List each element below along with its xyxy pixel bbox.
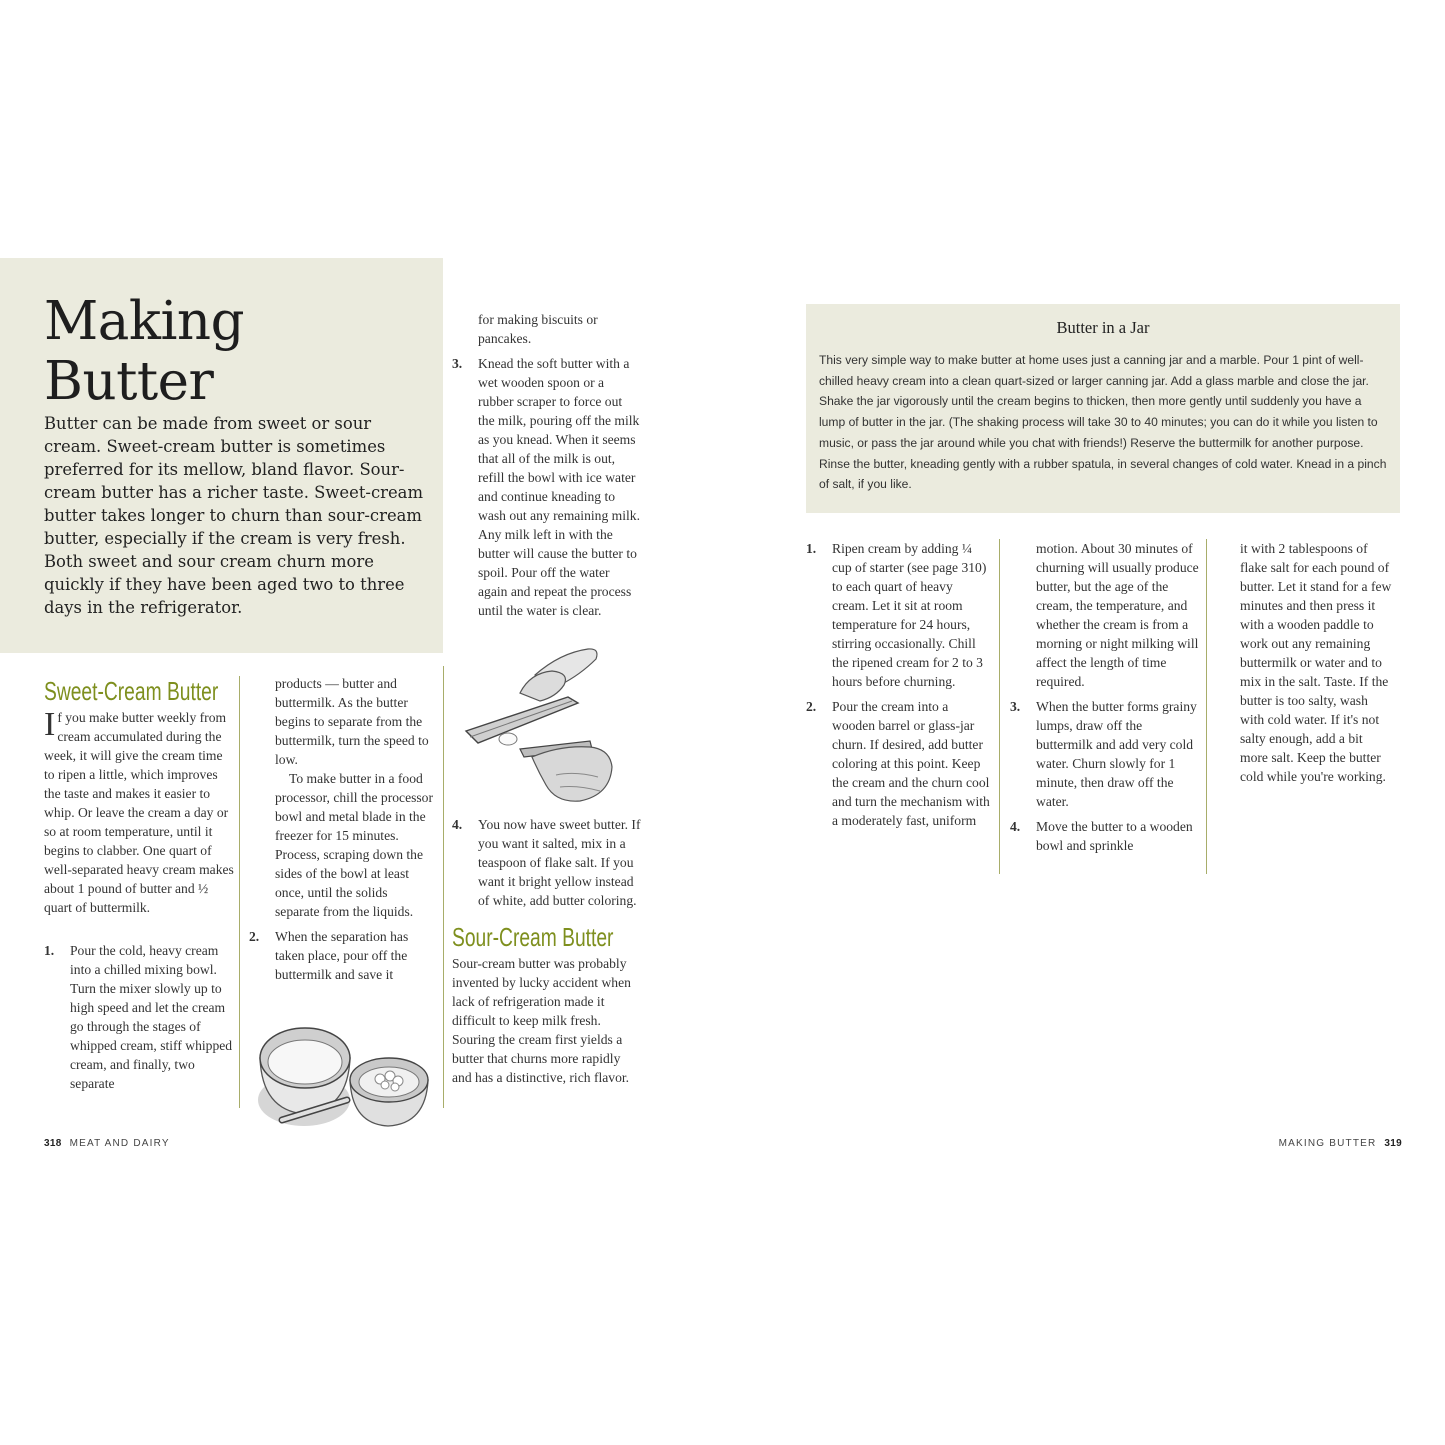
column-rule	[239, 676, 240, 1108]
step-text: When the butter forms grainy lumps, draw off the buttermilk and add very cold water. Churn slowly for 1 minute, then draw off the water.	[1036, 699, 1197, 809]
sidebar-title: Butter in a Jar	[1056, 318, 1150, 337]
column-rule	[443, 666, 444, 1108]
sour-step-2	[806, 697, 992, 830]
sweet-cream-column-3-lower	[452, 815, 642, 1087]
step-1-continued: products — butter and buttermilk. As the butter begins to separate from the buttermilk, turn the speed to low.	[275, 676, 429, 767]
running-head-left: MEAT AND DAIRY	[69, 1138, 170, 1149]
step-text: You now have sweet butter. If you want it salted, mix in a teaspoon of flake salt. If you want it bright yellow instead of white, add butter coloring.	[478, 817, 641, 908]
footer-right	[1279, 1138, 1402, 1149]
sidebar-text: This very simple way to make butter at home uses just a canning jar and a marble. Pour 1 pint of well-chilled heavy cream into a clean quart-sized or larger canning jar. Add a glass marble and close the jar. Shake the jar vigorously until the cream begins to thicken, then more gently until suddenly you have a lump of butter in the jar. (The shaking process will take 30 to 40 minutes; you can do it while you listen to music, or pass the jar around while you chat with friends!) Reserve the buttermilk for another purpose. Rinse the butter, kneading gently with a rubber spatula, in several changes of cold water. Knead in a pinch of salt, if you like.	[819, 353, 1387, 492]
step-number: 1.	[44, 943, 55, 958]
food-processor-paragraph: To make butter in a food processor, chill the processor bowl and metal blade in the freezer for 15 minutes. Process, scraping down the sides of the bowl at least once, until the solids separate from the liquids.	[275, 771, 434, 919]
step-text: Pour the cold, heavy cream into a chilled mixing bowl. Turn the mixer slowly up to high speed and let the cream go through the stages of whipped cream, stiff whipped cream, and finally, two separate	[70, 943, 233, 1091]
intro-paragraph: Butter can be made from sweet or sour cream. Sweet-cream butter is sometimes preferred for its mellow, bland flavor. Sour-cream butter has a richer taste. Sweet-cream butter takes longer to churn than sour-cream butter, especially if the cream is very fresh. Both sweet and sour cream churn more quickly if they have been aged two to three days in the refrigerator.	[44, 414, 423, 617]
page-number-right: 319	[1384, 1138, 1402, 1149]
step-number: 2.	[806, 699, 817, 714]
sweet-cream-paragraph-text: f you make butter weekly from cream accumulated during the week, it will give the cream time to ripen a little, which improves the taste and makes it easier to whip. Or leave the cream a day or so at room temperature, until it begins to clabber. One quart of well-separated heavy cream makes about 1 pound of butter and ½ quart of buttermilk.	[44, 710, 234, 915]
footer-left	[44, 1138, 170, 1149]
step-number: 1.	[806, 541, 817, 556]
sweet-cream-paragraph	[44, 708, 234, 917]
page-number-left: 318	[44, 1138, 62, 1149]
sweet-step-4	[452, 815, 642, 910]
sour-cream-paragraph: Sour-cream butter was probably invented by lucky accident when lack of refrigeration made it difficult to keep milk fresh. Souring the cream first yields a butter that churns more rapidly and has a distinctive, rich flavor.	[452, 956, 631, 1085]
column-rule	[1206, 539, 1207, 874]
step-number: 3.	[1010, 699, 1021, 714]
kneading-illustration	[460, 645, 635, 805]
sour-cream-column-3	[1214, 539, 1394, 786]
sweet-step-1	[44, 941, 234, 1093]
sour-step-1	[806, 539, 992, 691]
step-4-continued: it with 2 tablespoons of flake salt for each pound of butter. Let it stand for a few minutes and then press it with a wooden paddle to work out any remaining buttermilk or water and to mix in the salt. Taste. If the butter is too salty, wash with cold water. If it's not salty enough, add a bit more salt. Keep the butter cold while you're working.	[1240, 541, 1392, 784]
sweet-step-3	[452, 354, 642, 620]
sweet-cream-heading: Sweet-Cream Butter	[44, 676, 219, 706]
title-line-2: Butter	[44, 351, 214, 412]
sweet-cream-column-3	[452, 310, 642, 620]
column-rule	[999, 539, 1000, 874]
page-title	[44, 292, 244, 412]
bowls-illustration	[252, 1012, 447, 1137]
step-2-continued: for making biscuits or pancakes.	[478, 312, 598, 346]
step-number: 2.	[249, 929, 260, 944]
sweet-step-2	[249, 927, 435, 984]
step-text: When the separation has taken place, pour off the buttermilk and save it	[275, 929, 409, 982]
step-text: Knead the soft butter with a wet wooden spoon or a rubber scraper to force out the milk, pouring off the milk as you knead. When it seems that all of the milk is out, refill the bowl with ice water and continue kneading to wash out any remaining milk. Any milk left in with the butter will cause the butter to spoil. Pour off the water again and repeat the process until the water is clear.	[478, 356, 640, 618]
step-text: Ripen cream by adding ¼ cup of starter (see page 310) to each quart of heavy cream. Let it sit at room temperature for 24 hours, stirring occasionally. Chill the ripened cream for 2 to 3 hours before churning.	[832, 541, 987, 689]
step-text: Pour the cream into a wooden barrel or glass-jar churn. If desired, add butter coloring at this point. Keep the cream and the churn cool and turn the mechanism with a moderately fast, uniform	[832, 699, 990, 828]
title-line-1: Making	[44, 291, 244, 352]
sour-step-4	[1010, 817, 1200, 855]
step-number: 3.	[452, 356, 463, 371]
sour-cream-heading: Sour-Cream Butter	[452, 922, 614, 952]
running-head-right: MAKING BUTTER	[1278, 1138, 1377, 1149]
step-2-continued: motion. About 30 minutes of churning will usually produce butter, but the age of the cream, the temperature, and whether the cream is from a morning or night milking will affect the length of time required.	[1036, 541, 1199, 689]
drop-cap: I	[44, 706, 56, 743]
sweet-cream-column-2	[249, 674, 435, 984]
step-text: Move the butter to a wooden bowl and sprinkle	[1036, 819, 1193, 853]
step-number: 4.	[452, 817, 463, 832]
sour-step-3	[1010, 697, 1200, 811]
sour-cream-column-1	[806, 539, 992, 830]
sour-cream-column-2	[1010, 539, 1200, 855]
sweet-cream-column-1	[44, 676, 234, 1093]
step-number: 4.	[1010, 819, 1021, 834]
